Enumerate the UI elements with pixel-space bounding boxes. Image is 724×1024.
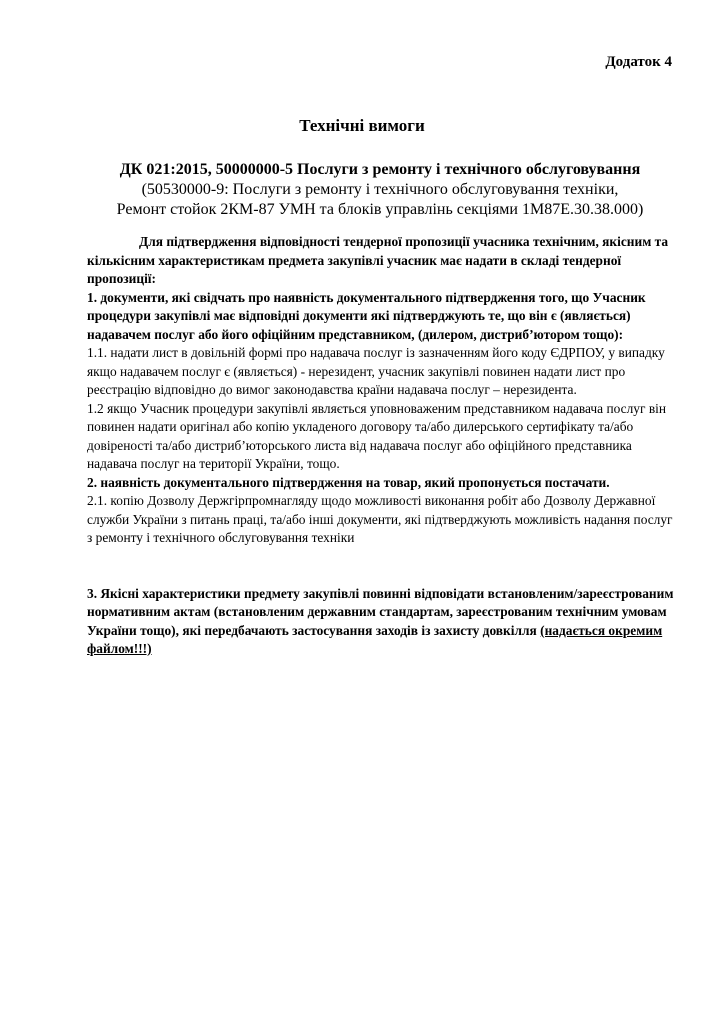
section-3-paragraph: [87, 585, 677, 659]
section-3-title: 3. Якісні характеристики предмету закупівлі повинні відповідати встановленим/зареєстрованим нормативним актам (встановленим державним стандартам, зареєстрованим технічним умовам України тощо), які передбачають застосування заходів із захисту довкілля: [87, 585, 674, 638]
requirements-body: [87, 233, 677, 659]
intro-paragraph: Для підтвердження відповідності тендерної пропозиції учасника технічним, якісним та кількісним характеристикам предмета закупівлі учасник має надати в складі тендерної пропозиції:: [87, 234, 669, 286]
heading-code-line: ДК 021:2015, 50000000-5 Послуги з ремонту і технічного обслуговування: [119, 161, 641, 178]
procurement-heading: [70, 160, 690, 220]
section-2-title: 2. наявність документального підтвердження на товар, який пропонується постачати.: [87, 474, 610, 490]
separate-file-note: (надається окремим файлом!!!): [87, 622, 663, 656]
heading-repair-line: Ремонт стойок 2КМ-87 УМН та блоків управлінь секціями 1М87Е.30.38.000): [116, 201, 644, 218]
heading-subcode-line: (50530000-9: Послуги з ремонту і технічного обслуговування техніки,: [141, 181, 619, 198]
section-1-item-1: 1.1. надати лист в довільній формі про надавача послуг із зазначенням його коду ЄДРПОУ, у випадку якщо надавачем послуг є (являється) - нерезидент, учасник закупівлі повинен надати лист про реєстрацію відповідно до вимог законодавства країни надавача послуг – нерезидента.: [87, 345, 665, 397]
appendix-label: Додаток 4: [605, 54, 672, 70]
section-1-title: 1. документи, які свідчать про наявність документального підтвердження того, що Учасник процедури закупівлі має відповідні документи які підтверджують те, що він є (являється) надавачем послуг або його офіційним представником, (дилером, дистриб’ютором тощо):: [87, 289, 646, 342]
document-title: Технічні вимоги: [299, 116, 425, 135]
section-1-item-2: 1.2 якщо Учасник процедури закупівлі являється уповноваженим представником надавача послуг він повинен надати оригінал або копію укладеного договору та/або дилерського сертифікату та/або довіреності та/або дистриб’юторського листа від надавача послуг або офіційного представника надавача послуг на території України, тощо.: [87, 400, 667, 471]
spacer: [87, 548, 677, 585]
section-2-item-1: 2.1. копію Дозволу Держгірпромнагляду щодо можливості виконання робіт або Дозволу Державної служби України з питань праці, та/або інші документи, які підтверджують можливість надання послуг з ремонту і технічного обслуговування техніки: [87, 493, 673, 545]
